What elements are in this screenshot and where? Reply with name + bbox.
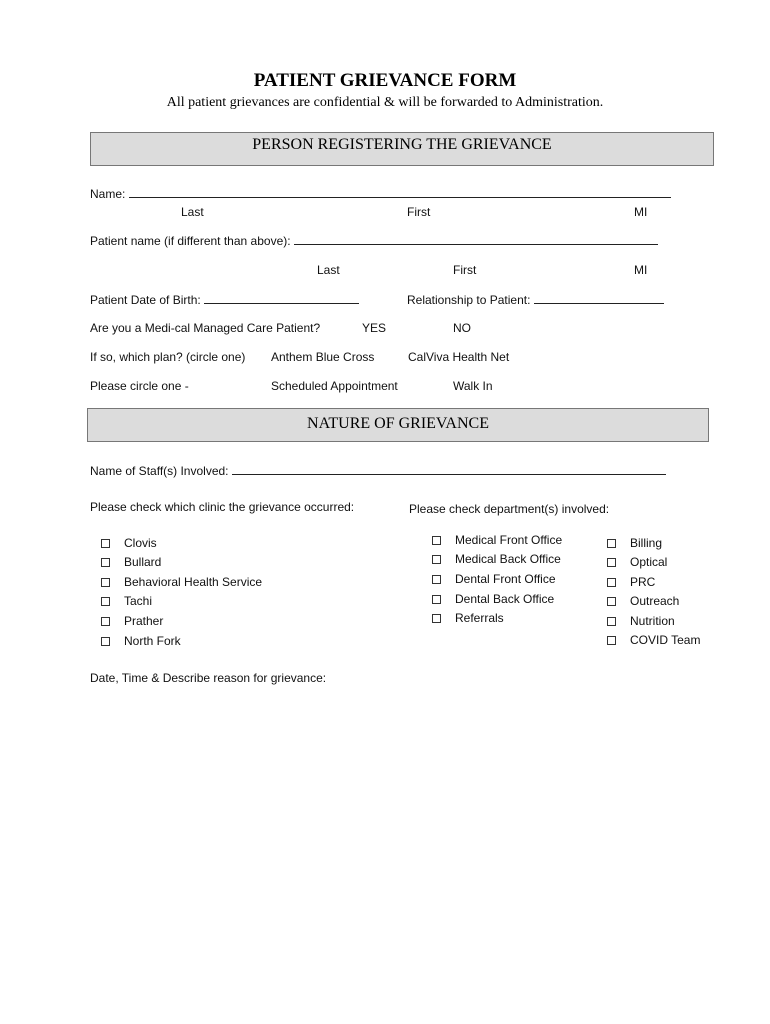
department-checkbox[interactable] <box>607 578 616 587</box>
department-label: Referrals <box>455 611 504 625</box>
staff-row <box>90 463 666 478</box>
section-heading-nature: NATURE OF GRIEVANCE <box>87 408 709 442</box>
name-last-caption: Last <box>181 205 204 219</box>
clinic-checkbox[interactable] <box>101 558 110 567</box>
dob-field[interactable] <box>204 292 359 304</box>
clinic-checkbox[interactable] <box>101 539 110 548</box>
department-label: Optical <box>630 555 668 569</box>
plan-option-calviva[interactable]: CalViva Health Net <box>408 350 510 364</box>
department-checkbox[interactable] <box>607 558 616 567</box>
patient-name-label: Patient name (if different than above): <box>90 234 291 248</box>
medical-yes-option[interactable]: YES <box>362 321 387 335</box>
clinic-question: Please check which clinic the grievance occurred: <box>90 500 355 514</box>
name-label: Name: <box>90 187 126 201</box>
section-heading-person: PERSON REGISTERING THE GRIEVANCE <box>90 132 714 166</box>
circle-label: Please circle one - <box>90 379 189 393</box>
department-label: Dental Front Office <box>455 572 556 586</box>
department-checkbox[interactable] <box>432 555 441 564</box>
relationship-label: Relationship to Patient: <box>407 293 531 307</box>
relationship-row <box>407 292 664 307</box>
clinic-label: Bullard <box>124 555 162 569</box>
patient-name-row <box>90 233 658 248</box>
clinic-label: Tachi <box>124 594 153 608</box>
department-checkbox[interactable] <box>607 636 616 645</box>
dob-label: Patient Date of Birth: <box>90 293 201 307</box>
department-checkbox[interactable] <box>607 617 616 626</box>
staff-field[interactable] <box>232 463 666 475</box>
patient-last-caption: Last <box>317 263 340 277</box>
patient-first-caption: First <box>453 263 477 277</box>
department-checkbox[interactable] <box>607 597 616 606</box>
clinic-checkbox[interactable] <box>101 617 110 626</box>
department-label: Dental Back Office <box>455 592 555 606</box>
department-checkbox[interactable] <box>432 614 441 623</box>
clinic-label: Prather <box>124 614 164 628</box>
clinic-checkbox[interactable] <box>101 597 110 606</box>
patient-mi-caption: MI <box>634 263 648 277</box>
department-checkbox[interactable] <box>432 595 441 604</box>
department-label: Medical Front Office <box>455 533 563 547</box>
department-label: Billing <box>630 536 663 550</box>
plan-option-anthem[interactable]: Anthem Blue Cross <box>271 350 375 364</box>
form-title: PATIENT GRIEVANCE FORM <box>253 70 517 91</box>
department-label: Outreach <box>630 594 680 608</box>
visit-option-scheduled[interactable]: Scheduled Appointment <box>271 379 398 393</box>
form-subtitle: All patient grievances are confidential & will be forwarded to Administration. <box>166 95 604 110</box>
medical-no-option[interactable]: NO <box>453 321 471 335</box>
visit-option-walkin[interactable]: Walk In <box>453 379 493 393</box>
department-question: Please check department(s) involved: <box>409 502 610 516</box>
clinic-label: Behavioral Health Service <box>124 575 263 589</box>
relationship-field[interactable] <box>534 292 664 304</box>
describe-label: Date, Time & Describe reason for grievance: <box>90 671 327 685</box>
dob-row <box>90 292 359 307</box>
name-row <box>90 186 671 201</box>
department-checkbox[interactable] <box>432 536 441 545</box>
medical-question: Are you a Medi-cal Managed Care Patient? <box>90 321 321 335</box>
clinic-checkbox[interactable] <box>101 578 110 587</box>
department-label: PRC <box>630 575 656 589</box>
clinic-checkbox[interactable] <box>101 637 110 646</box>
name-first-caption: First <box>407 205 431 219</box>
department-label: Nutrition <box>630 614 675 628</box>
name-field[interactable] <box>129 186 671 198</box>
clinic-label: North Fork <box>124 634 181 648</box>
patient-name-field[interactable] <box>294 233 658 245</box>
describe-area[interactable] <box>90 692 714 992</box>
plan-question: If so, which plan? (circle one) <box>90 350 246 364</box>
name-mi-caption: MI <box>634 205 648 219</box>
clinic-label: Clovis <box>124 536 157 550</box>
department-checkbox[interactable] <box>432 575 441 584</box>
department-label: Medical Back Office <box>455 552 561 566</box>
department-checkbox[interactable] <box>607 539 616 548</box>
department-label: COVID Team <box>630 633 701 647</box>
staff-label: Name of Staff(s) Involved: <box>90 464 229 478</box>
